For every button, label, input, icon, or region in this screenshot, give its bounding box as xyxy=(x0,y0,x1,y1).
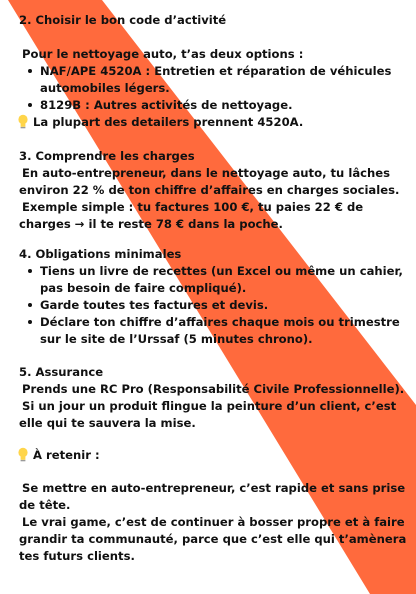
option-8129b: 8129B : Autres activités de nettoyage. xyxy=(40,98,293,112)
obligation-3-line-2: sur le site de l’Urssaf (5 minutes chrono). xyxy=(40,332,313,346)
retenir-line-2: de tête. xyxy=(19,498,71,512)
option-4520a-line-1: NAF/APE 4520A : Entretien et réparation de véhicules xyxy=(40,64,392,78)
bullet xyxy=(28,303,32,307)
section-5-heading: 5. Assurance xyxy=(19,365,104,379)
retenir-line-4: grandir ta communauté, parce que c’est elle qui t’amènera xyxy=(19,532,407,546)
section-5-line-3: elle qui te sauvera la mise. xyxy=(19,416,196,430)
retenir-line-5: tes futurs clients. xyxy=(19,549,135,563)
section-3-line-3: Exemple simple : tu factures 100 €, tu paies 22 € de xyxy=(22,200,364,214)
retenir-heading: À retenir : xyxy=(33,448,100,462)
lightbulb-icon xyxy=(17,114,29,130)
bullet xyxy=(28,69,32,73)
section-3-line-1: En auto-entrepreneur, dans le nettoyage auto, tu lâches xyxy=(22,166,391,180)
section-2-tip: La plupart des detailers prennent 4520A. xyxy=(33,115,304,129)
bullet xyxy=(28,103,32,107)
section-5-line-1: Prends une RC Pro (Responsabilité Civile Professionnelle). xyxy=(22,382,405,396)
bullet xyxy=(28,269,32,273)
retenir-line-3: Le vrai game, c’est de continuer à bosser propre et à faire xyxy=(22,515,405,529)
retenir-line-1: Se mettre en auto-entrepreneur, c’est rapide et sans prise xyxy=(22,481,406,495)
section-2-heading: 2. Choisir le bon code d’activité xyxy=(19,13,227,27)
bullet xyxy=(28,320,32,324)
section-4-heading: 4. Obligations minimales xyxy=(19,247,182,261)
section-5-line-2: Si un jour un produit flingue la peinture d’un client, c’est xyxy=(22,399,397,413)
section-3-heading: 3. Comprendre les charges xyxy=(19,149,195,163)
obligation-3-line-1: Déclare ton chiffre d’affaires chaque mois ou trimestre xyxy=(40,315,400,329)
section-3-line-4: charges → il te reste 78 € dans la poche. xyxy=(19,217,283,231)
section-3-line-2: environ 22 % de ton chiffre d’affaires en charges sociales. xyxy=(19,183,400,197)
obligation-1-line-2: pas besoin de faire compliqué). xyxy=(40,281,247,295)
option-4520a-line-2: automobiles légers. xyxy=(40,81,170,95)
obligation-2: Garde toutes tes factures et devis. xyxy=(40,298,269,312)
obligation-1-line-1: Tiens un livre de recettes (un Excel ou même un cahier, xyxy=(40,264,403,278)
lightbulb-icon xyxy=(17,447,29,463)
section-2-intro: Pour le nettoyage auto, t’as deux options : xyxy=(22,47,304,61)
